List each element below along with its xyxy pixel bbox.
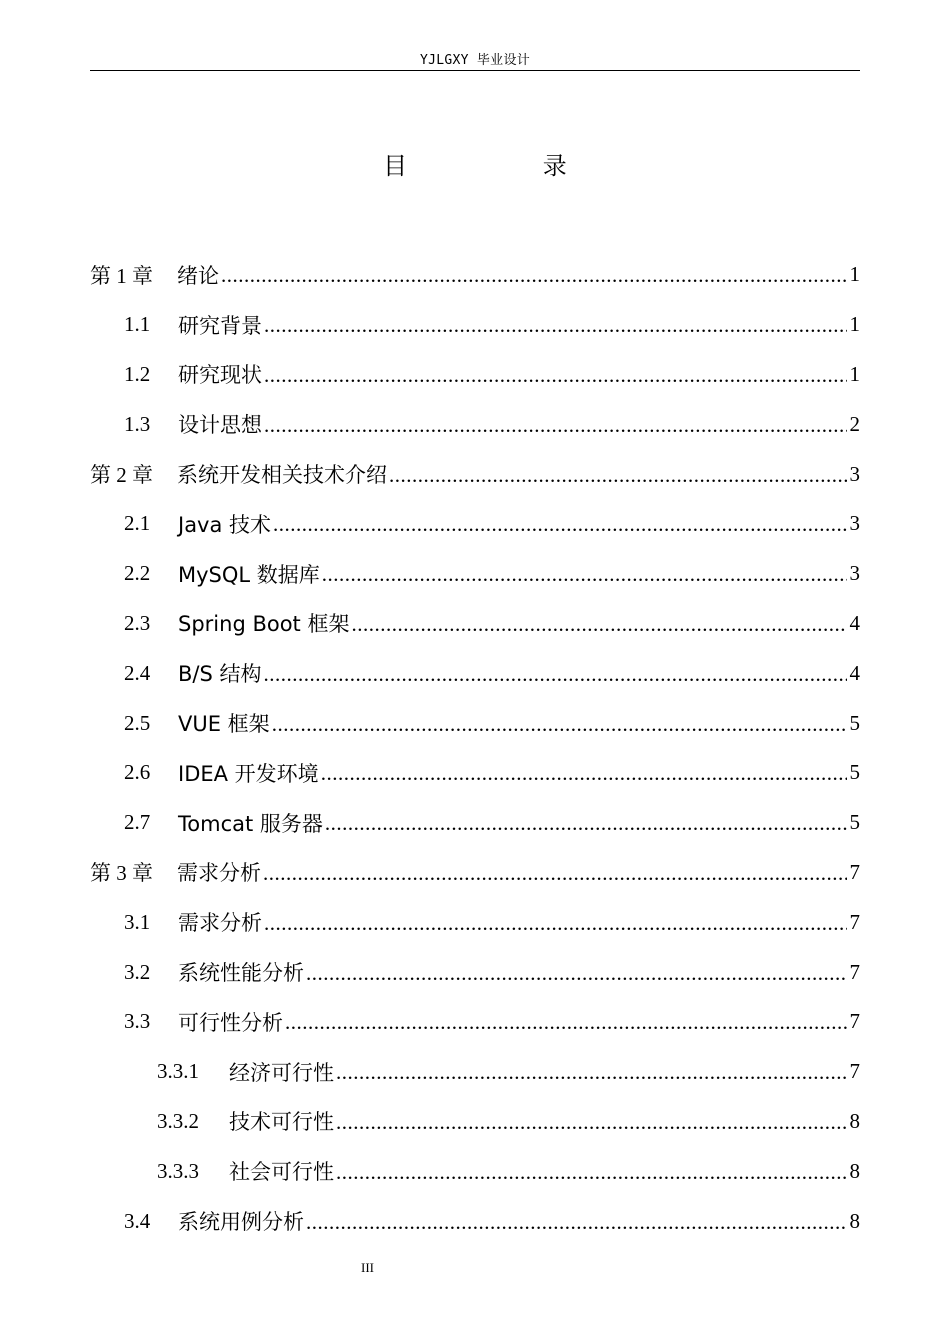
toc-entry-title: 研究背景 [178,313,262,338]
toc-entry-number: 1.1 [124,312,151,337]
toc-entry-page: 8 [849,1158,860,1183]
toc-entry-page: 3 [849,561,860,586]
toc-entry[interactable] [90,449,860,499]
toc-entry-page: 1 [849,361,860,386]
dot-leader [306,961,847,986]
toc-entry-page: 4 [849,610,860,635]
toc-entry-title: 经济可行性 [229,1060,334,1085]
toc-entry-title: Tomcat 服务器 [178,811,323,836]
dot-leader [325,811,847,836]
toc-entry-page: 5 [849,760,860,785]
toc-entry-number: 1.2 [124,361,151,386]
toc-entry-title: 可行性分析 [178,1010,283,1035]
toc-entry[interactable] [90,698,860,748]
toc-entry-number: 3.4 [124,1208,151,1233]
dot-leader [322,562,847,587]
toc-entry[interactable] [90,350,860,400]
toc-entry-title: 社会可行性 [229,1160,334,1185]
toc-entry-number: 3.3.1 [157,1059,199,1084]
toc-entry-number: 2.3 [124,610,151,635]
dot-leader [263,861,847,886]
toc-entry[interactable] [90,798,860,848]
dot-leader [273,512,847,537]
toc-entry-title: 需求分析 [177,861,261,886]
dot-leader [336,1060,847,1085]
toc-entry-number: 2.2 [124,561,151,586]
toc-entry[interactable] [90,549,860,599]
toc-entry-page: 1 [849,262,860,287]
toc-entry-number: 3.2 [124,959,151,984]
toc-entry[interactable] [90,997,860,1047]
toc-entry-page: 1 [849,312,860,337]
toc-entry-title: 系统开发相关技术介绍 [177,463,387,488]
toc-entry-title: 技术可行性 [229,1110,334,1135]
toc-entry-number: 3.3.2 [157,1108,199,1133]
toc-entry-number: 2.5 [124,710,151,735]
header-rule [90,70,860,71]
toc-entry-number: 第 1 章 [90,263,153,288]
toc-entry-page: 5 [849,710,860,735]
toc-entry-number: 第 3 章 [90,861,153,886]
toc-entry[interactable] [90,250,860,300]
table-of-contents [90,250,860,1246]
toc-entry[interactable] [90,848,860,898]
toc-entry-title: IDEA 开发环境 [178,761,319,786]
dot-leader [306,1210,847,1235]
toc-entry-page: 7 [849,909,860,934]
toc-entry-number: 3.3.3 [157,1158,199,1183]
toc-entry[interactable] [90,648,860,698]
toc-entry-page: 3 [849,461,860,486]
toc-entry-title: 研究现状 [178,363,262,388]
page-header: YJLGXY 毕业设计 [419,53,531,68]
toc-entry-number: 1.3 [124,411,151,436]
toc-entry-title: 设计思想 [178,413,262,438]
toc-entry-title: 需求分析 [178,911,262,936]
toc-entry-number: 3.1 [124,909,151,934]
toc-entry-number: 2.4 [124,660,151,685]
toc-entry[interactable] [90,599,860,649]
dot-leader [336,1110,847,1135]
toc-entry-title: VUE 框架 [178,712,270,737]
toc-entry-title: 系统性能分析 [178,961,304,986]
toc-entry-page: 7 [849,1009,860,1034]
toc-entry-page: 5 [849,810,860,835]
toc-entry[interactable] [90,897,860,947]
dot-leader [264,363,847,388]
toc-entry-number: 2.1 [124,511,151,536]
toc-entry-page: 7 [849,1059,860,1084]
dot-leader [221,263,847,288]
toc-entry-page: 7 [849,859,860,884]
toc-entry-number: 2.6 [124,760,151,785]
dot-leader [389,463,847,488]
dot-leader [336,1160,847,1185]
toc-entry[interactable] [90,748,860,798]
dot-leader [264,313,847,338]
toc-entry[interactable] [90,1146,860,1196]
page-number: III [361,1260,374,1275]
toc-entry-title: 系统用例分析 [178,1210,304,1235]
toc-entry-page: 8 [849,1208,860,1233]
toc-entry-page: 3 [849,511,860,536]
toc-entry[interactable] [90,1097,860,1147]
toc-entry[interactable] [90,1196,860,1246]
toc-entry-page: 4 [849,660,860,685]
toc-entry-page: 8 [849,1108,860,1133]
toc-entry-title: Java 技术 [178,512,272,537]
toc-entry[interactable] [90,499,860,549]
toc-entry-page: 2 [849,411,860,436]
toc-entry-title: MySQL 数据库 [178,562,320,587]
toc-entry-number: 3.3 [124,1009,151,1034]
dot-leader [264,413,847,438]
toc-entry-page: 7 [849,959,860,984]
dot-leader [351,612,847,637]
toc-entry[interactable] [90,1047,860,1097]
dot-leader [272,712,847,737]
dot-leader [264,911,847,936]
toc-entry-number: 2.7 [124,810,151,835]
toc-title: 目 录 [383,152,611,180]
toc-entry[interactable] [90,399,860,449]
toc-entry-number: 第 2 章 [90,463,153,488]
toc-entry[interactable] [90,947,860,997]
dot-leader [264,662,848,687]
dot-leader [321,761,847,786]
toc-entry-title: 绪论 [177,263,219,288]
toc-entry[interactable] [90,300,860,350]
dot-leader [285,1010,847,1035]
toc-entry-title: B/S 结构 [178,662,262,687]
toc-entry-title: Spring Boot 框架 [178,612,350,637]
